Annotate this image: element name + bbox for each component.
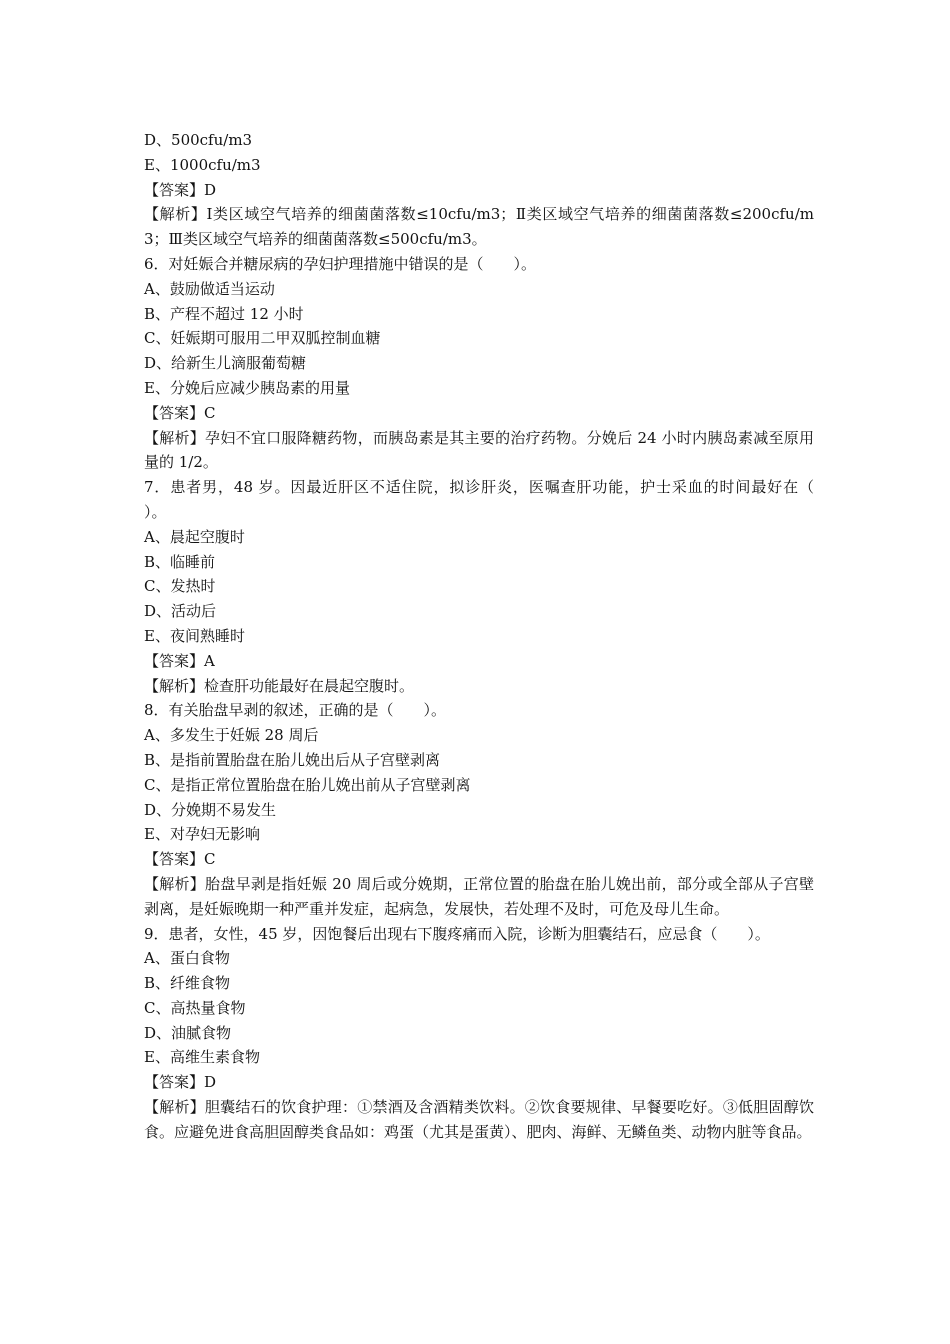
option-c-q8: C、是指正常位置胎盘在胎儿娩出前从子宫壁剥离 xyxy=(144,775,471,794)
option-a-q8: A、多发生于妊娠 28 周后 xyxy=(144,726,319,745)
explanation-q8: 【解析】胎盘早剥是指妊娠 20 周后或分娩期，正常位置的胎盘在胎儿娩出前，部分或全部从子宫壁剥离，是妊娠晚期一种严重并发症，起病急，发展快，若处理不及时，可危及母儿生命。 xyxy=(144,874,814,918)
option-b-q9: B、纤维食物 xyxy=(144,974,231,993)
option-d-q5: D、500cfu/m3 xyxy=(144,131,253,149)
option-c-q6: C、妊娠期可服用二甲双胍控制血糖 xyxy=(144,329,381,348)
answer-q9: 【答案】D xyxy=(144,1073,217,1092)
option-a-q7: A、晨起空腹时 xyxy=(144,527,245,546)
explanation-q9: 【解析】胆囊结石的饮食护理：①禁酒及含酒精类饮料。②饮食要规律、早餐要吃好。③低胆固醇饮食。应避免进食高胆固醇类食品如：鸡蛋（尤其是蛋黄）、肥肉、海鲜、无鳞鱼类、动物内脏等食品。 xyxy=(144,1098,814,1141)
question-6: 6．对妊娠合并糖尿病的孕妇护理措施中错误的是（ ）。 xyxy=(144,254,537,273)
option-b-q8: B、是指前置胎盘在胎儿娩出后从子宫壁剥离 xyxy=(144,750,441,769)
option-a-q6: A、鼓励做适当运动 xyxy=(144,279,275,298)
option-e-q7: E、夜间熟睡时 xyxy=(144,626,245,645)
option-c-q9: C、高热量食物 xyxy=(144,998,246,1017)
option-b-q6: B、产程不超过 12 小时 xyxy=(144,304,304,323)
question-8: 8．有关胎盘早剥的叙述，正确的是（ ）。 xyxy=(144,701,447,720)
option-d-q6: D、给新生儿滴服葡萄糖 xyxy=(144,354,307,373)
explanation-q6: 【解析】孕妇不宜口服降糖药物，而胰岛素是其主要的治疗药物。分娩后 24 小时内胰岛素减至原用量的 1/2。 xyxy=(144,428,814,472)
option-c-q7: C、发热时 xyxy=(144,577,216,596)
question-9: 9．患者，女性，45 岁，因饱餐后出现右下腹疼痛而入院，诊断为胆囊结石，应忌食（ ）。 xyxy=(144,924,770,943)
document-page xyxy=(144,128,845,1145)
question-7: 7．患者男，48 岁。因最近肝区不适住院，拟诊肝炎，医嘱查肝功能，护士采血的时间最好在（ ）。 xyxy=(144,478,845,521)
answer-q5: 【答案】D xyxy=(144,180,217,199)
explanation-q7: 【解析】检查肝功能最好在晨起空腹时。 xyxy=(144,676,415,695)
answer-q6: 【答案】C xyxy=(144,403,216,422)
option-a-q9: A、蛋白食物 xyxy=(144,949,230,968)
explanation-q5: 【解析】Ⅰ类区域空气培养的细菌菌落数≤10cfu/m3；Ⅱ类区域空气培养的细菌菌落数≤200cfu/m3；Ⅲ类区域空气培养的细菌菌落数≤500cfu/m3。 xyxy=(144,205,814,249)
option-d-q8: D、分娩期不易发生 xyxy=(144,800,277,819)
answer-q8: 【答案】C xyxy=(144,850,216,869)
option-d-q7: D、活动后 xyxy=(144,602,217,621)
option-b-q7: B、临睡前 xyxy=(144,552,216,571)
answer-q7: 【答案】A xyxy=(144,651,215,670)
option-e-q6: E、分娩后应减少胰岛素的用量 xyxy=(144,378,350,397)
option-d-q9: D、油腻食物 xyxy=(144,1023,232,1042)
option-e-q5: E、1000cfu/m3 xyxy=(144,155,261,174)
option-e-q8: E、对孕妇无影响 xyxy=(144,825,260,844)
option-e-q9: E、高维生素食物 xyxy=(144,1048,260,1067)
